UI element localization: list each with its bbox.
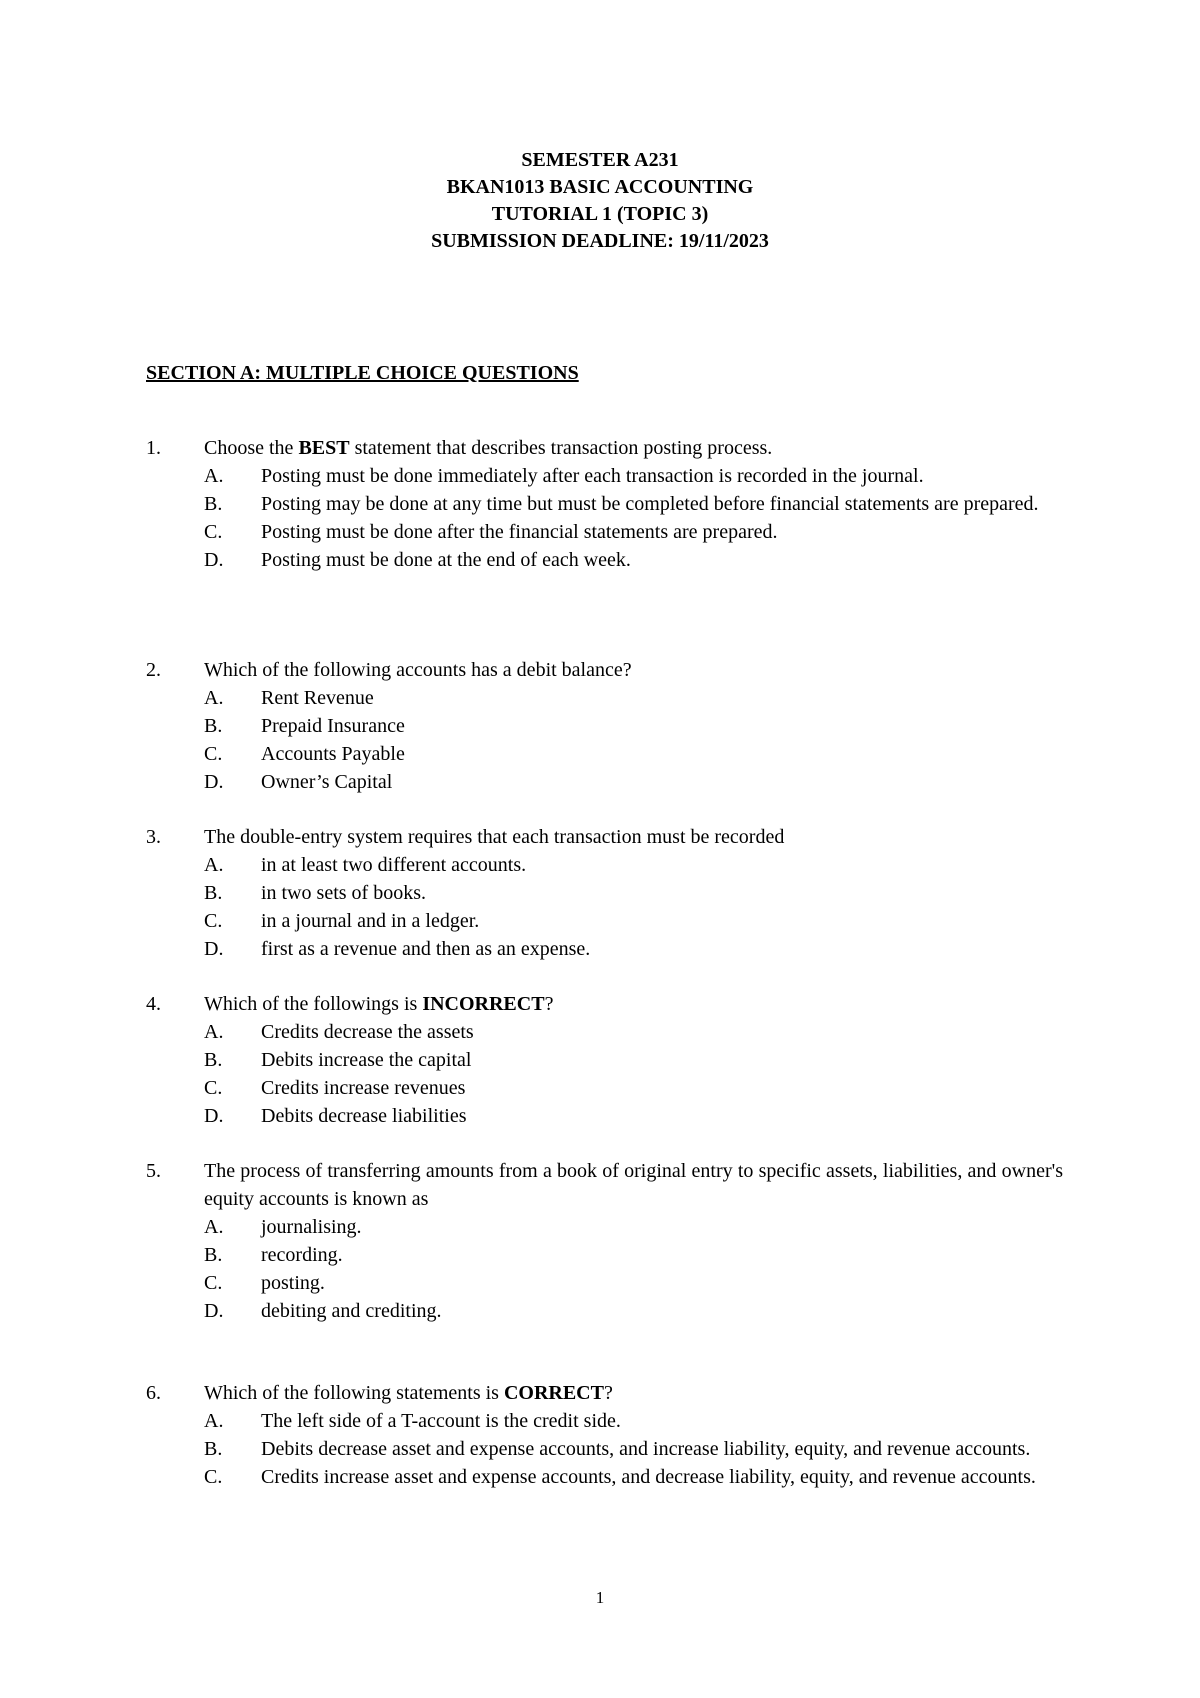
option-text: Posting must be done immediately after each transaction is recorded in the journal. [261, 465, 924, 487]
question-number: 2. [146, 659, 161, 681]
question-number: 5. [146, 1160, 161, 1182]
option-d [204, 768, 1063, 796]
question-text: The double-entry system requires that each transaction must be recorded [204, 826, 785, 848]
page-number: 1 [595, 1588, 605, 1607]
option-letter: C. [204, 1272, 223, 1294]
option-text: Credits decrease the assets [261, 1021, 474, 1043]
deadline-line: SUBMISSION DEADLINE: 19/11/2023 [431, 230, 769, 252]
question-text: The process of transferring amounts from a book of original entry to specific assets, liabilities, and owner's equity accounts is known as [204, 1160, 1063, 1210]
option-letter: B. [204, 1438, 223, 1460]
option-letter: B. [204, 882, 223, 904]
option-letter: A. [204, 854, 224, 876]
option-letter: A. [204, 1216, 224, 1238]
option-letter: A. [204, 687, 224, 709]
question-number: 3. [146, 826, 161, 848]
option-text: Debits increase the capital [261, 1049, 472, 1071]
option-b [204, 879, 1063, 907]
option-text: Debits decrease asset and expense accounts, and increase liability, equity, and revenue accounts. [261, 1438, 1031, 1460]
option-text: Accounts Payable [261, 743, 405, 765]
question-2 [146, 656, 1063, 796]
course-line: BKAN1013 BASIC ACCOUNTING [446, 176, 754, 198]
question-text: Which of the followings is INCORRECT? [204, 993, 554, 1015]
option-a [204, 1213, 1063, 1241]
option-text: first as a revenue and then as an expense. [261, 938, 591, 960]
question-4 [146, 990, 1063, 1130]
option-text: in at least two different accounts. [261, 854, 527, 876]
option-c [204, 907, 1063, 935]
question-3 [146, 823, 1063, 963]
option-c [204, 1269, 1063, 1297]
question-5 [146, 1157, 1063, 1325]
emphasis: CORRECT [503, 1382, 604, 1404]
option-text: in a journal and in a ledger. [261, 910, 480, 932]
option-letter: D. [204, 771, 224, 793]
option-letter: B. [204, 1244, 223, 1266]
option-letter: D. [204, 1300, 224, 1322]
tutorial-line: TUTORIAL 1 (TOPIC 3) [491, 203, 709, 225]
option-text: Credits increase revenues [261, 1077, 466, 1099]
option-text: Owner’s Capital [261, 771, 393, 793]
question-6 [146, 1379, 1063, 1491]
option-letter: D. [204, 1105, 224, 1127]
option-text: Posting must be done at the end of each week. [261, 549, 631, 571]
option-letter: A. [204, 1410, 224, 1432]
option-letter: B. [204, 715, 223, 737]
option-a [204, 1407, 1063, 1435]
option-b [204, 490, 1063, 518]
option-text: recording. [261, 1244, 343, 1266]
emphasis: BEST [298, 437, 350, 459]
option-letter: B. [204, 493, 223, 515]
question-text: Choose the BEST statement that describes transaction posting process. [204, 437, 773, 459]
option-a [204, 1018, 1063, 1046]
option-b [204, 712, 1063, 740]
option-text: Posting may be done at any time but must be completed before financial statements are prepared. [261, 493, 1039, 515]
question-text: Which of the following accounts has a debit balance? [204, 659, 632, 681]
section-a-title: SECTION A: MULTIPLE CHOICE QUESTIONS [146, 362, 579, 384]
option-text: Rent Revenue [261, 687, 374, 709]
option-letter: C. [204, 521, 223, 543]
question-number: 6. [146, 1382, 161, 1404]
option-d [204, 1102, 1063, 1130]
option-text: debiting and crediting. [261, 1300, 442, 1322]
question-number: 4. [146, 993, 161, 1015]
option-c [204, 1074, 1063, 1102]
option-letter: C. [204, 1466, 223, 1488]
option-c [204, 740, 1063, 768]
option-b [204, 1435, 1063, 1463]
option-text: in two sets of books. [261, 882, 426, 904]
option-letter: C. [204, 743, 223, 765]
question-number: 1. [146, 437, 161, 459]
option-text: The left side of a T-account is the credit side. [261, 1410, 621, 1432]
option-letter: A. [204, 1021, 224, 1043]
question-text: Which of the following statements is CORRECT? [204, 1382, 613, 1404]
option-b [204, 1046, 1063, 1074]
emphasis: INCORRECT [422, 993, 545, 1015]
option-letter: B. [204, 1049, 223, 1071]
option-d [204, 935, 1063, 963]
option-text: Credits increase asset and expense accounts, and decrease liability, equity, and revenue accounts. [261, 1466, 1036, 1488]
option-c [204, 1463, 1063, 1491]
option-letter: C. [204, 910, 223, 932]
option-a [204, 851, 1063, 879]
option-a [204, 684, 1063, 712]
option-text: posting. [261, 1272, 325, 1294]
option-b [204, 1241, 1063, 1269]
option-text: journalising. [261, 1216, 362, 1238]
option-text: Posting must be done after the financial statements are prepared. [261, 521, 778, 543]
option-a [204, 462, 1063, 490]
semester-line: SEMESTER A231 [521, 149, 679, 171]
option-letter: A. [204, 465, 224, 487]
option-c [204, 518, 1063, 546]
option-text: Debits decrease liabilities [261, 1105, 467, 1127]
option-letter: D. [204, 549, 224, 571]
option-text: Prepaid Insurance [261, 715, 405, 737]
option-letter: D. [204, 938, 224, 960]
option-d [204, 546, 1063, 574]
option-letter: C. [204, 1077, 223, 1099]
question-1 [146, 434, 1063, 574]
document-header [0, 147, 1200, 255]
option-d [204, 1297, 1063, 1325]
